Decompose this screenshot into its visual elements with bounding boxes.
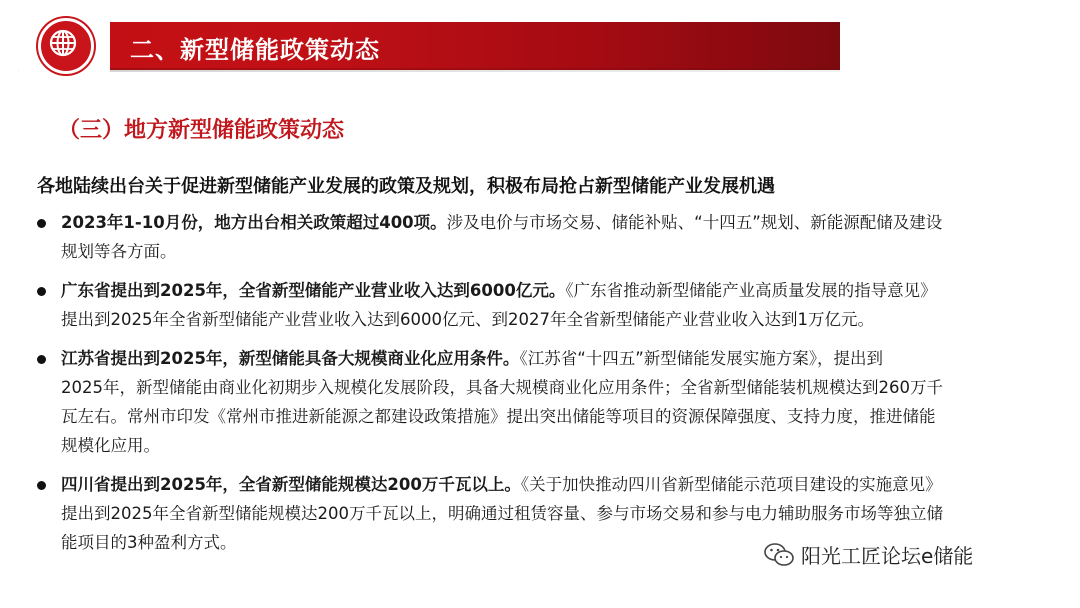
bullet-list bbox=[37, 208, 1037, 567]
bullet-text: 《江苏省“十四五”新型储能发展实施方案》，提出到 bbox=[519, 349, 884, 368]
intro-heading: 各地陆续出台关于促进新型储能产业发展的政策及规划，积极布局抢占新型储能产业发展机遇 bbox=[37, 176, 775, 197]
page-title: 二、新型储能政策动态 bbox=[130, 36, 380, 64]
bullet-lead: 广东省提出到2025年，全省新型储能产业营业收入达到6000亿元。 bbox=[61, 281, 566, 300]
bullet-text: 《关于加快推动四川省新型储能示范项目建设的实施意见》 bbox=[520, 475, 942, 494]
globe-logo-icon bbox=[38, 18, 94, 74]
bullet-text: 能项目的3种盈利方式。 bbox=[61, 533, 237, 552]
bullet-text: 规划等各方面。 bbox=[61, 242, 177, 261]
header-banner-shadow bbox=[18, 68, 840, 72]
section-subtitle: （三）地方新型储能政策动态 bbox=[58, 118, 345, 143]
bullet-dot-icon bbox=[37, 481, 46, 490]
watermark-text: 阳光工匠论坛e储能 bbox=[801, 544, 974, 568]
bullet-text: 提出到2025年全省新型储能产业营业收入达到6000亿元、到2027年全省新型储能产业营业收入达到1万亿元。 bbox=[61, 310, 874, 329]
bullet-dot-icon bbox=[37, 355, 46, 364]
wechat-icon bbox=[763, 541, 795, 569]
bullet-lead: 江苏省提出到2025年，新型储能具备大规模商业化应用条件。 bbox=[61, 349, 520, 368]
bullet-item-jiangsu bbox=[37, 344, 1037, 460]
watermark bbox=[763, 540, 973, 569]
bullet-lead: 2023年1-10月份，地方出台相关政策超过400项。 bbox=[61, 213, 447, 232]
bullet-item-2023 bbox=[37, 208, 1037, 266]
bullet-text: 涉及电价与市场交易、储能补贴、“十四五”规划、新能源配储及建设 bbox=[446, 213, 943, 232]
bullet-item-guangdong bbox=[37, 276, 1037, 334]
bullet-lead: 四川省提出到2025年，全省新型储能规模达200万千瓦以上。 bbox=[61, 475, 521, 494]
bullet-text: 规模化应用。 bbox=[61, 436, 160, 455]
bullet-text: 2025年，新型储能由商业化初期步入规模化发展阶段，具备大规模商业化应用条件；全省新型储能装机规模达到260万千 bbox=[61, 378, 943, 397]
bullet-text: 瓦左右。常州市印发《常州市推进新能源之都建设政策措施》提出突出储能等项目的资源保障强度、支持力度，推进储能 bbox=[61, 407, 936, 426]
bullet-text: 提出到2025年全省新型储能规模达200万千瓦以上，明确通过租赁容量、参与市场交易和参与电力辅助服务市场等独立储 bbox=[61, 504, 943, 523]
bullet-text: 《广东省推动新型储能产业高质量发展的指导意见》 bbox=[565, 281, 937, 300]
bullet-dot-icon bbox=[37, 219, 46, 228]
bullet-dot-icon bbox=[37, 287, 46, 296]
